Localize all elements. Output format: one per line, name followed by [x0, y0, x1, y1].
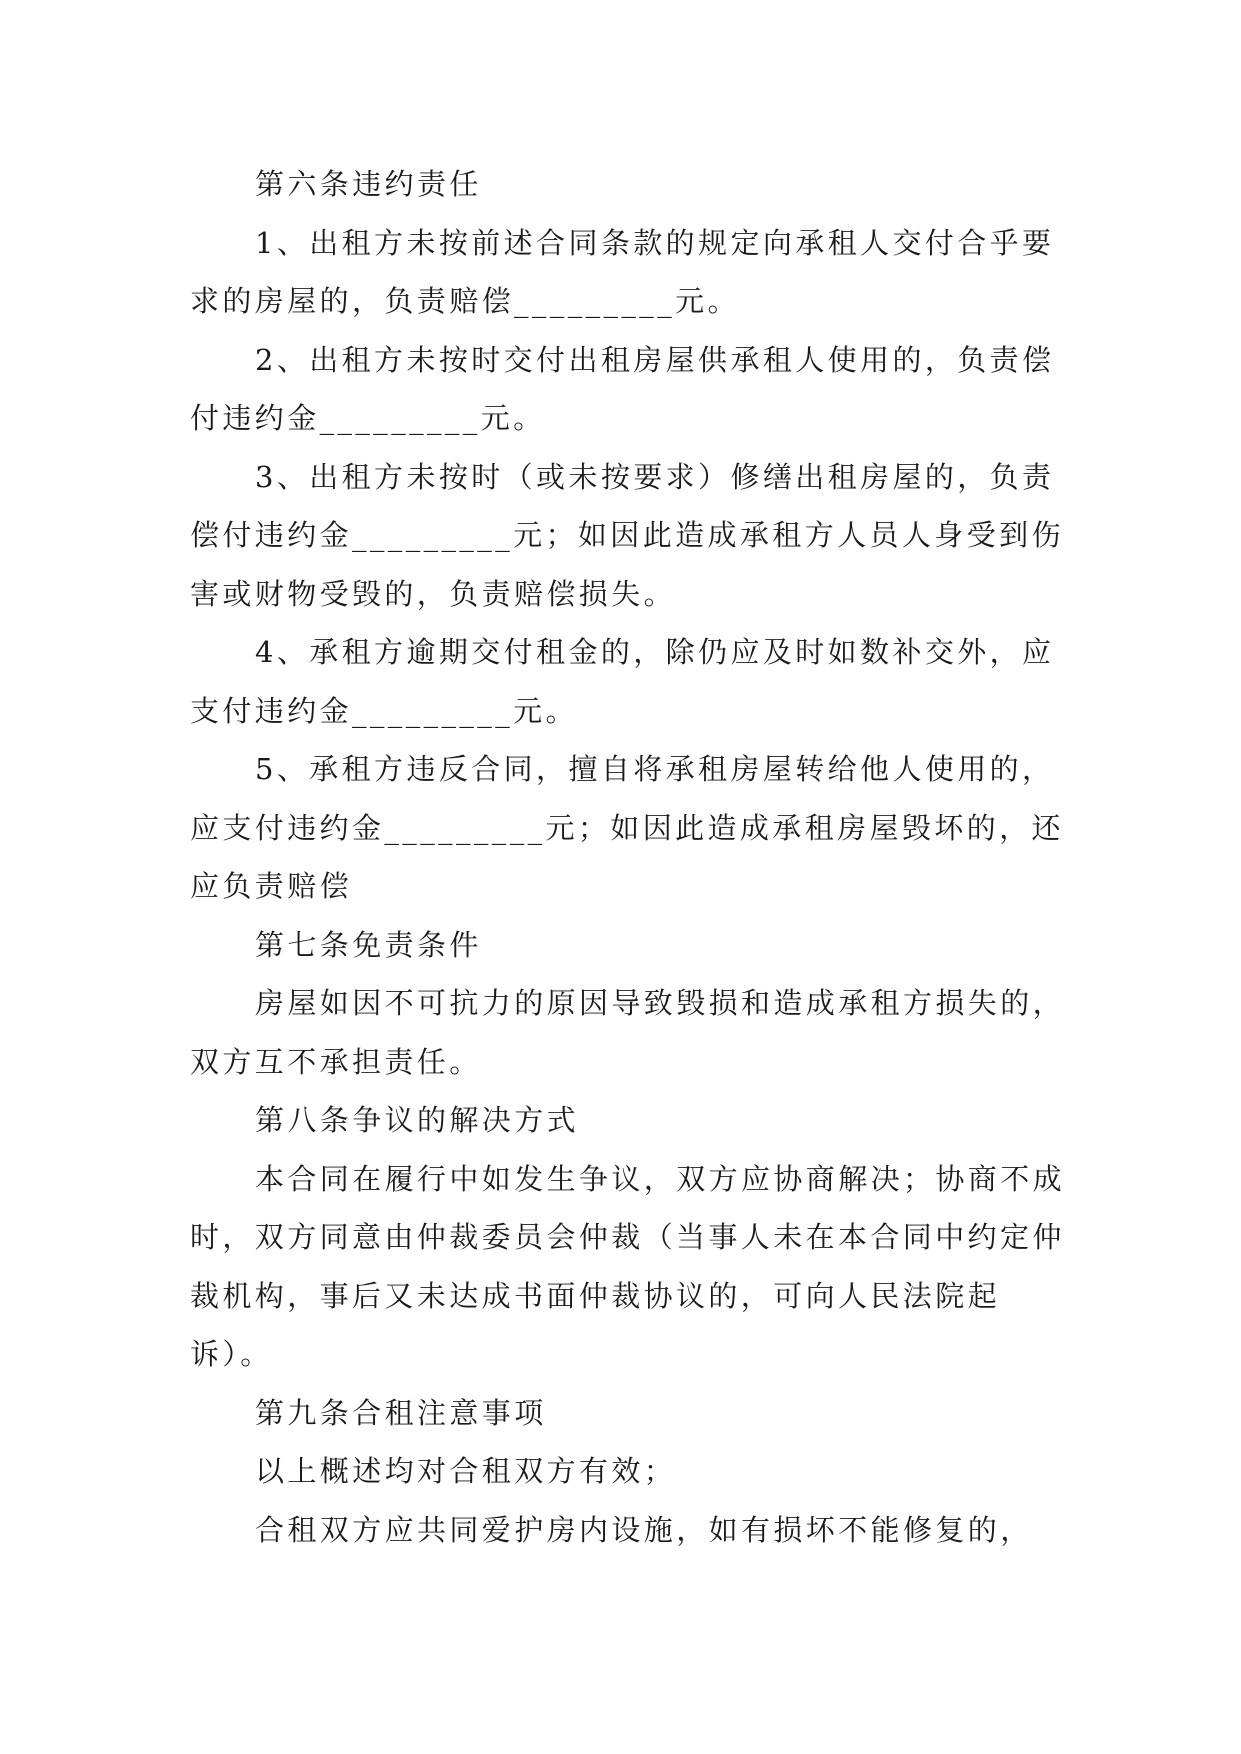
clause-7-body: 房屋如因不可抗力的原因导致毁损和造成承租方损失的，双方互不承担责任。: [190, 986, 1066, 1079]
clause-6-2: 2、出租方未按时交付出租房屋供承租人使用的，负责偿付违约金_________元。: [190, 342, 1055, 435]
section-heading-article-6: 第六条违约责任: [255, 167, 482, 201]
clause-6-4: 4、承租方逾期交付租金的，除仍应及时如数补交外，应支付违约金_________元。: [190, 635, 1055, 728]
section-heading-article-9: 第九条合租注意事项: [255, 1395, 547, 1430]
clause-6-1: 1、出租方未按前述合同条款的规定向承租人交付合乎要求的房屋的，负责赔偿_________元。: [190, 225, 1055, 318]
section-heading-article-8: 第八条争议的解决方式: [255, 1103, 580, 1137]
clause-6-3: 3、出租方未按时（或未按要求）修缮出租房屋的，负责偿付违约金_________元；如因此造成承租方人员人身受到伤害或财物受毁的，负责赔偿损失。: [190, 459, 1064, 611]
section-heading-article-7: 第七条免责条件: [255, 927, 482, 962]
clause-9-1: 以上概述均对合租双方有效；: [255, 1454, 677, 1488]
document-body: [190, 155, 1070, 1559]
clause-8-body: 本合同在履行中如发生争议，双方应协商解决；协商不成时，双方同意由仲裁委员会仲裁（当事人未在本合同中约定仲裁机构，事后又未达成书面仲裁协议的，可向人民法院起诉）。: [190, 1161, 1066, 1371]
clause-9-2: 合租双方应共同爱护房内设施，如有损坏不能修复的，: [255, 1512, 1033, 1547]
clause-6-5: 5、承租方违反合同，擅自将承租房屋转给他人使用的，应支付违约金_________元；如因此造成承租房屋毁坏的，还应负责赔偿: [190, 752, 1064, 903]
